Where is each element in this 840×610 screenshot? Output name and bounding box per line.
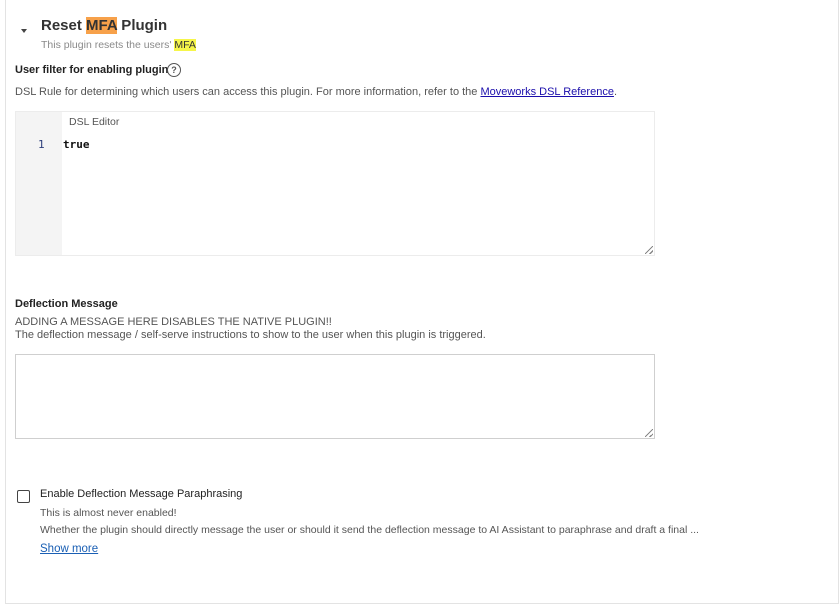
title-highlight: MFA (86, 17, 118, 34)
collapse-chevron-icon[interactable] (21, 29, 27, 33)
subtitle-prefix: This plugin resets the users' (41, 39, 175, 51)
deflection-description: The deflection message / self-serve instructions to show to the user when this plugin is triggered. (15, 329, 486, 341)
paraphrasing-description: Whether the plugin should directly message the user or should it send the deflection message to AI Assistant to paraphrase and draft a final ... (40, 524, 699, 536)
user-filter-label: User filter for enabling plugin (15, 64, 169, 76)
deflection-label: Deflection Message (15, 298, 118, 310)
help-icon[interactable]: ? (167, 63, 181, 77)
editor-code[interactable]: true (63, 138, 90, 151)
paraphrasing-note: This is almost never enabled! (40, 507, 177, 519)
title-suffix: Plugin (117, 17, 168, 34)
resize-handle-icon[interactable] (645, 429, 653, 437)
user-filter-description-text: DSL Rule for determining which users can access this plugin. For more information, refer to the (15, 86, 481, 98)
plugin-title (41, 16, 167, 36)
dsl-editor[interactable] (15, 111, 655, 256)
subtitle-highlight: MFA (174, 39, 196, 51)
plugin-subtitle (41, 38, 196, 52)
paraphrasing-label[interactable]: Enable Deflection Message Paraphrasing (40, 488, 243, 500)
resize-handle-icon[interactable] (645, 246, 653, 254)
line-number: 1 (38, 138, 45, 151)
paraphrasing-checkbox[interactable] (17, 490, 30, 503)
title-prefix: Reset (41, 17, 87, 34)
user-filter-description-end: . (613, 86, 618, 98)
editor-caption: DSL Editor (69, 116, 120, 128)
editor-gutter (16, 112, 62, 255)
deflection-message-input[interactable] (15, 354, 655, 439)
deflection-warning: ADDING A MESSAGE HERE DISABLES THE NATIVE PLUGIN!! (15, 316, 332, 328)
dsl-reference-link[interactable]: Moveworks DSL Reference (480, 86, 614, 98)
show-more-link[interactable]: Show more (40, 543, 99, 555)
user-filter-description (15, 86, 617, 99)
